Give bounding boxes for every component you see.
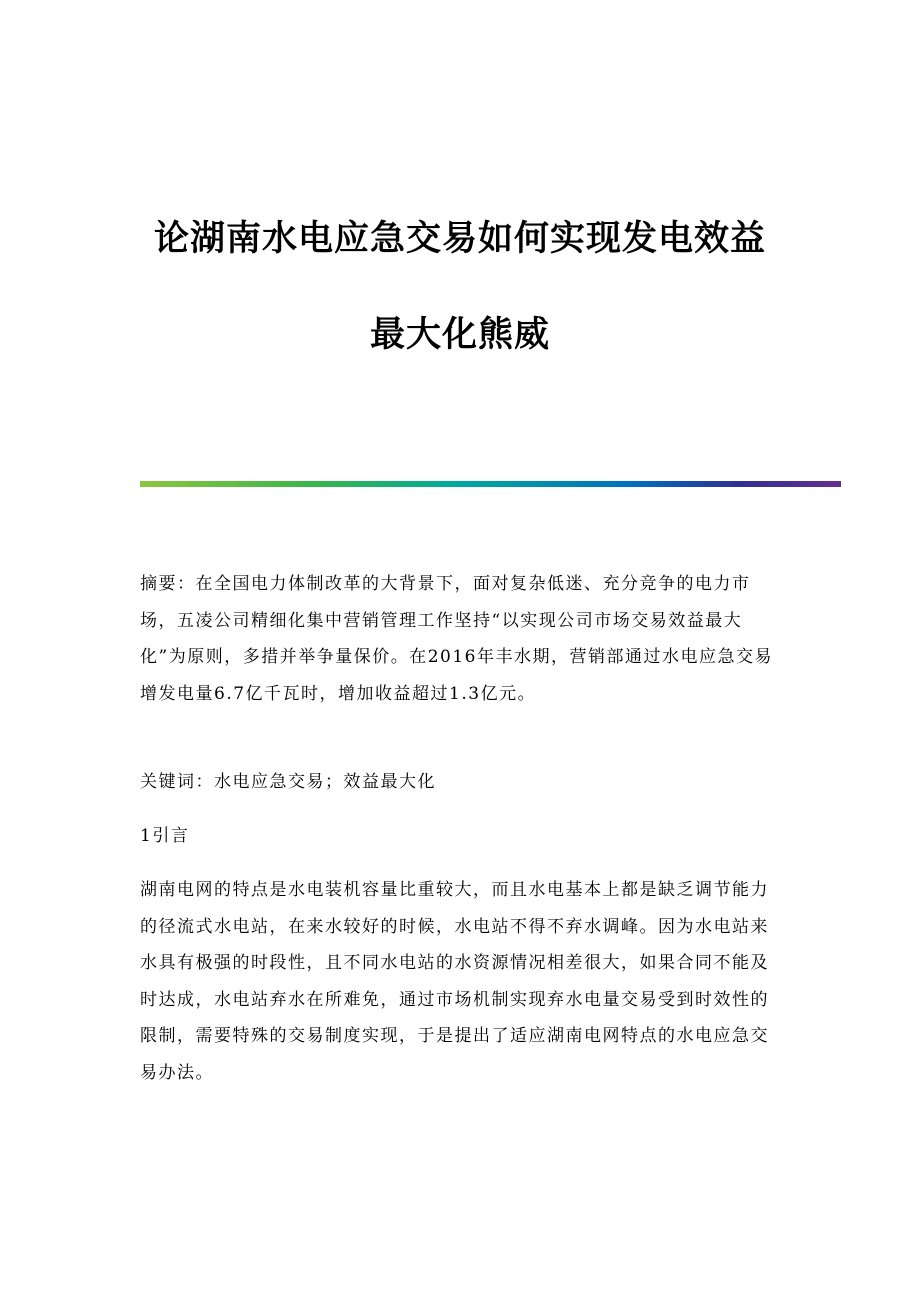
document-title-line-2: 最大化熊威	[369, 315, 550, 355]
section-heading-introduction: 1引言	[140, 826, 190, 846]
introduction-paragraph: 湖南电网的特点是水电装机容量比重较大，而且水电基本上都是缺乏调节能力的径流式水电站，在来水较好的时候，水电站不得不弃水调峰。因为水电站来水具有极强的时段性，且不同水电站的水资源情况相差很大，如果合同不能及时达成，水电站弃水在所难免，通过市场机制实现弃水电量交易受到时效性的限制，需要特殊的交易制度实现，于是提出了适应湖南电网特点的水电应急交易办法。	[140, 880, 769, 1083]
keywords-line: 关键词：水电应急交易；效益最大化	[140, 772, 436, 792]
gradient-divider	[140, 481, 841, 487]
abstract-paragraph: 摘要：在全国电力体制改革的大背景下，面对复杂低迷、充分竞争的电力市场，五凌公司精细化集中营销管理工作坚持“以实现公司市场交易效益最大化”为原则，多措并举争量保价。在2016年丰水期，营销部通过水电应急交易增发电量6.7亿千瓦时，增加收益超过1.3亿元。	[140, 574, 773, 704]
document-title-line-1: 论湖南水电应急交易如何实现发电效益	[153, 219, 766, 259]
